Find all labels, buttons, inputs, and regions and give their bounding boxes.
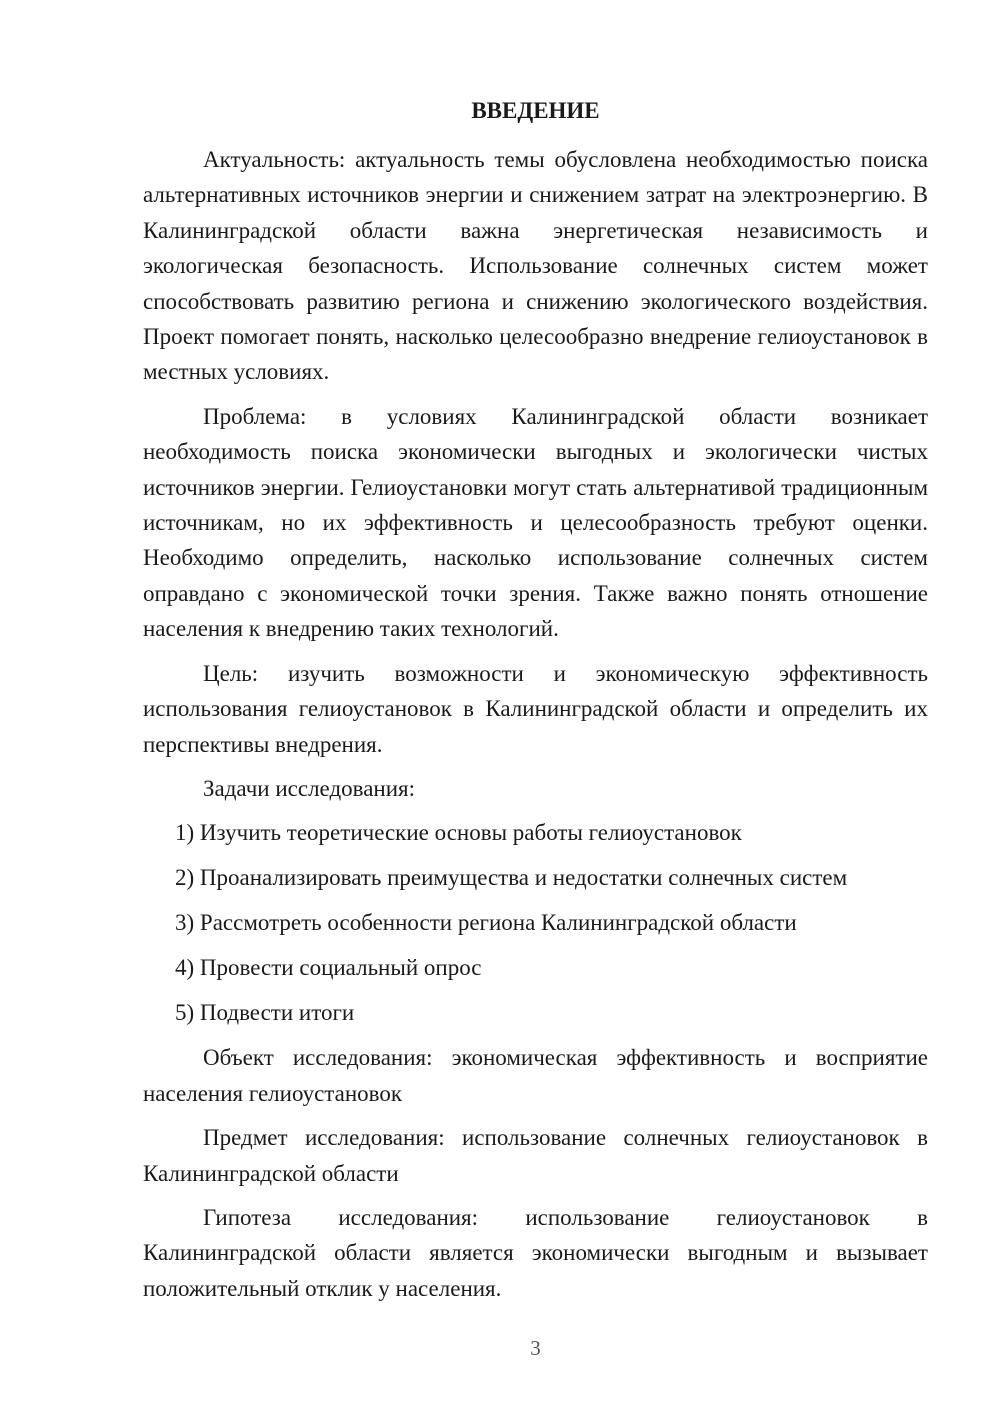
tasks-heading: Задачи исследования: — [203, 775, 416, 801]
page-title: ВВЕДЕНИЕ — [471, 98, 600, 123]
paragraph-relevance: Актуальность: актуальность темы обусловлена необходимостью поиска альтернативных источников энергии и снижением затрат на электроэнергию. В Калининградской области важна энергетическая независимость и экологическая безопасность. Использование солнечных систем может способствовать развитию региона и снижению экологического воздействия. Проект помогает понять, насколько целесообразно внедрение гелиоустановок в местных условиях. — [143, 147, 928, 385]
list-item — [143, 905, 928, 940]
list-item — [143, 995, 928, 1030]
tasks-list — [143, 815, 928, 1030]
paragraph-subject: Предмет исследования: использование солнечных гелиоустановок в Калининградской области — [143, 1125, 928, 1186]
list-item-text: Проанализировать преимущества и недостатки солнечных систем — [199, 865, 848, 891]
paragraph-goal: Цель: изучить возможности и экономическую эффективность использования гелиоустановок в Калининградской области и определить их перспективы внедрения. — [143, 660, 928, 757]
list-item-number: 5) — [175, 1000, 195, 1026]
document-body — [143, 142, 928, 1315]
list-item-number: 4) — [175, 955, 195, 981]
list-item — [143, 950, 928, 985]
list-item-text: Подвести итоги — [199, 1000, 355, 1026]
list-item — [143, 815, 928, 850]
list-item-text: Изучить теоретические основы работы гелиоустановок — [199, 820, 742, 846]
paragraph-problem: Проблема: в условиях Калининградской области возникает необходимость поиска экономически выгодных и экологически чистых источников энергии. Гелиоустановки могут стать альтернативой традиционным источникам, но их эффективность и целесообразность требуют оценки. Необходимо определить, насколько использование солнечных систем оправдано с экономической точки зрения. Также важно понять отношение населения к внедрению таких технологий. — [143, 403, 928, 642]
list-item-number: 2) — [175, 865, 195, 891]
list-item — [143, 860, 928, 895]
list-item-number: 1) — [175, 820, 195, 846]
paragraph-hypothesis: Гипотеза исследования: использование гелиоустановок в Калининградской области является экономически выгодным и вызывает положительный отклик у населения. — [143, 1204, 928, 1301]
page-number: 3 — [530, 1336, 541, 1360]
paragraph-object: Объект исследования: экономическая эффективность и восприятие населения гелиоустановок — [143, 1045, 928, 1106]
list-item-text: Рассмотреть особенности региона Калининградской области — [199, 910, 797, 936]
list-item-text: Провести социальный опрос — [199, 955, 482, 981]
list-item-number: 3) — [175, 910, 195, 936]
